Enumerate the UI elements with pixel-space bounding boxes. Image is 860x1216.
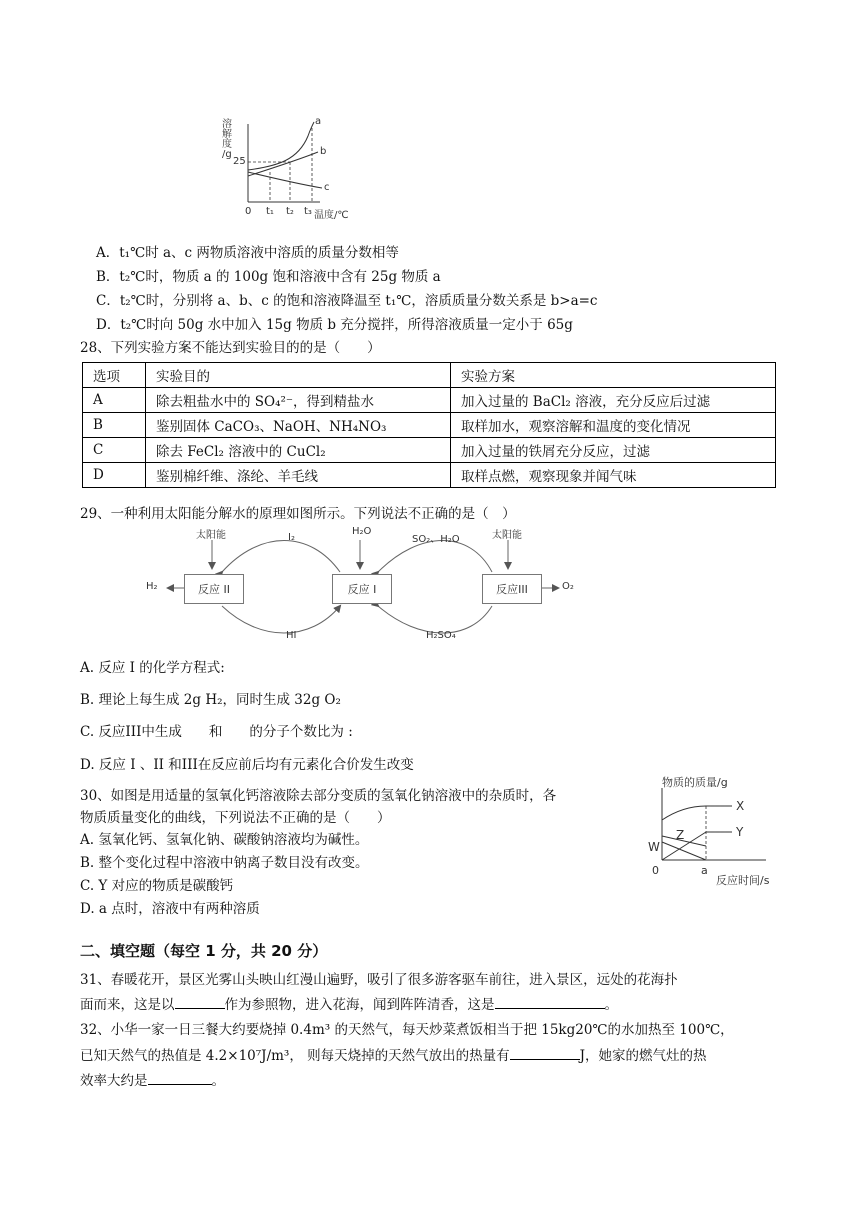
q30-option-c: C. Y 对应的物质是碳酸钙 xyxy=(80,878,234,894)
cell-plan: 取样点燃，观察现象并闻气味 xyxy=(451,463,776,488)
q29-option-c: C. 反应III中生成 和 的分子个数比为 : xyxy=(80,724,353,740)
cell-purpose: 除去粗盐水中的 SO₄²⁻，得到精盐水 xyxy=(146,388,451,413)
q32-blank-2[interactable] xyxy=(148,1070,212,1085)
q32-text-c: 效率大约是 xyxy=(80,1073,148,1089)
x-mark-a: a xyxy=(701,864,708,877)
curve-label-y: Y xyxy=(736,825,744,839)
q32-text-d: 。 xyxy=(211,1073,225,1089)
curve-label-z: Z xyxy=(676,828,685,842)
q30-option-b: B. 整个变化过程中溶液中钠离子数目没有改变。 xyxy=(80,855,369,871)
cell-option: C xyxy=(83,438,146,463)
label-h2: H₂ xyxy=(146,581,158,592)
cell-purpose: 鉴别固体 CaCO₃、NaOH、NH₄NO₃ xyxy=(146,413,451,438)
cell-purpose: 鉴别棉纤维、涤纶、羊毛线 xyxy=(146,463,451,488)
q32-line3 xyxy=(80,1069,225,1089)
x-tick-0: 0 xyxy=(245,206,252,217)
curve-label-c: c xyxy=(324,182,330,193)
q32-text-a: 已知天然气的热值是 4.2×10⁷J/m³， 则每天烧掉的天然气放出的热量有 xyxy=(80,1048,510,1064)
y-axis-label-3: 度 xyxy=(222,139,232,150)
q27-option-c: C．t₂℃时，分别将 a、b、c 的饱和溶液降温至 t₁℃，溶质质量分数关系是 b>a=c xyxy=(96,293,598,309)
q31-line2 xyxy=(80,993,618,1013)
q31-text-b: 作为参照物，进入花海，闻到阵阵清香，这是 xyxy=(224,997,495,1013)
q32-line2 xyxy=(80,1044,707,1064)
q30-option-d: D. a 点时，溶液中有两种溶质 xyxy=(80,901,260,917)
y-tick-25: 25 xyxy=(233,156,246,167)
box-reaction-2: 反应 II xyxy=(184,574,244,604)
q29-option-d: D. 反应 I 、II 和III在反应前后均有元素化合价发生改变 xyxy=(80,757,414,773)
q32-text-b: J，她家的燃气灶的热 xyxy=(579,1048,707,1064)
curve-label-b: b xyxy=(320,146,327,157)
q28-stem: 28、下列实验方案不能达到实验目的的是（ ） xyxy=(80,340,381,356)
solar-water-diagram xyxy=(140,524,590,646)
q29-stem: 29、一种利用太阳能分解水的原理如图所示。下列说法不正确的是（ ） xyxy=(80,506,516,522)
q32-line1: 32、小华一家一日三餐大约要烧掉 0.4m³ 的天然气，每天炒菜煮饭相当于把 15kg20℃的水加热至 100℃， xyxy=(80,1022,734,1038)
cell-plan: 取样加水，观察溶解和温度的变化情况 xyxy=(451,413,776,438)
y-axis-label-4: /g xyxy=(222,149,232,160)
label-hi: HI xyxy=(286,630,297,641)
table-row xyxy=(83,463,776,488)
label-h2o: H₂O xyxy=(352,526,372,537)
cell-purpose: 除去 FeCl₂ 溶液中的 CuCl₂ xyxy=(146,438,451,463)
table-header-row xyxy=(83,363,776,388)
x-tick-t3: t₃ xyxy=(304,206,312,217)
x-axis-label: 反应时间/s xyxy=(716,874,770,887)
origin-label: 0 xyxy=(652,864,659,877)
label-so2-h2o: SO₂、H₂O xyxy=(412,534,460,545)
curve-label-x: X xyxy=(736,799,745,813)
label-o2: O₂ xyxy=(562,581,574,592)
mass-time-figure xyxy=(640,772,790,890)
y-axis-label-1: 溶 xyxy=(222,119,232,130)
q31-line1: 31、春暖花开，景区光雾山头映山红漫山遍野，吸引了很多游客驱车前往，进入景区，远处的花海扑 xyxy=(80,972,678,988)
header-plan: 实验方案 xyxy=(451,363,776,388)
y-axis-label-2: 解 xyxy=(222,129,232,140)
q29-option-b: B. 理论上每生成 2g H₂，同时生成 32g O₂ xyxy=(80,692,341,708)
x-axis-label: 温度/℃ xyxy=(314,210,349,221)
q31-text-c: 。 xyxy=(604,997,618,1013)
q27-option-a: A．t₁℃时 a、c 两物质溶液中溶质的质量分数相等 xyxy=(96,245,399,261)
q30-stem-line1: 30、如图是用适量的氢氧化钙溶液除去部分变质的氢氧化钠溶液中的杂质时，各 xyxy=(80,788,557,804)
label-i2: I₂ xyxy=(288,532,295,543)
cell-plan: 加入过量的 BaCl₂ 溶液，充分反应后过滤 xyxy=(451,388,776,413)
q31-blank-1[interactable] xyxy=(175,994,225,1009)
table-row xyxy=(83,388,776,413)
box-reaction-1: 反应 I xyxy=(332,574,392,604)
x-tick-t1: t₁ xyxy=(266,206,274,217)
section-title: 二、填空题（每空 1 分，共 20 分） xyxy=(80,942,328,960)
q31-text-a: 面而来，这是以 xyxy=(80,997,175,1013)
cell-option: B xyxy=(83,413,146,438)
q32-blank-1[interactable] xyxy=(510,1045,580,1060)
table-row xyxy=(83,438,776,463)
label-h2so4: H₂SO₄ xyxy=(426,630,456,641)
curve-label-w: W xyxy=(648,840,660,854)
header-purpose: 实验目的 xyxy=(146,363,451,388)
header-option: 选项 xyxy=(83,363,146,388)
label-sun-left: 太阳能 xyxy=(196,530,226,541)
q30-option-a: A. 氢氧化钙、氢氧化钠、碳酸钠溶液均为碱性。 xyxy=(80,832,369,848)
label-sun-right: 太阳能 xyxy=(492,530,522,541)
q29-option-a: A. 反应 I 的化学方程式: xyxy=(80,660,225,676)
cell-plan: 加入过量的铁屑充分反应，过滤 xyxy=(451,438,776,463)
q31-blank-2[interactable] xyxy=(495,994,605,1009)
x-tick-t2: t₂ xyxy=(286,206,294,217)
table-row xyxy=(83,413,776,438)
box-reaction-3: 反应III xyxy=(482,574,542,604)
cell-option: D xyxy=(83,463,146,488)
y-axis-label: 物质的质量/g xyxy=(662,776,728,789)
q27-option-b: B．t₂℃时，物质 a 的 100g 饱和溶液中含有 25g 物质 a xyxy=(96,269,441,285)
curve-label-a: a xyxy=(315,116,322,127)
q28-table xyxy=(82,362,776,488)
solubility-figure xyxy=(218,116,358,220)
solubility-chart xyxy=(218,116,358,220)
cell-option: A xyxy=(83,388,146,413)
q30-stem-line2: 物质质量变化的曲线，下列说法不正确的是（ ） xyxy=(80,810,391,826)
q27-option-d: D．t₂℃时向 50g 水中加入 15g 物质 b 充分搅拌，所得溶液质量一定小于 65g xyxy=(96,317,573,333)
